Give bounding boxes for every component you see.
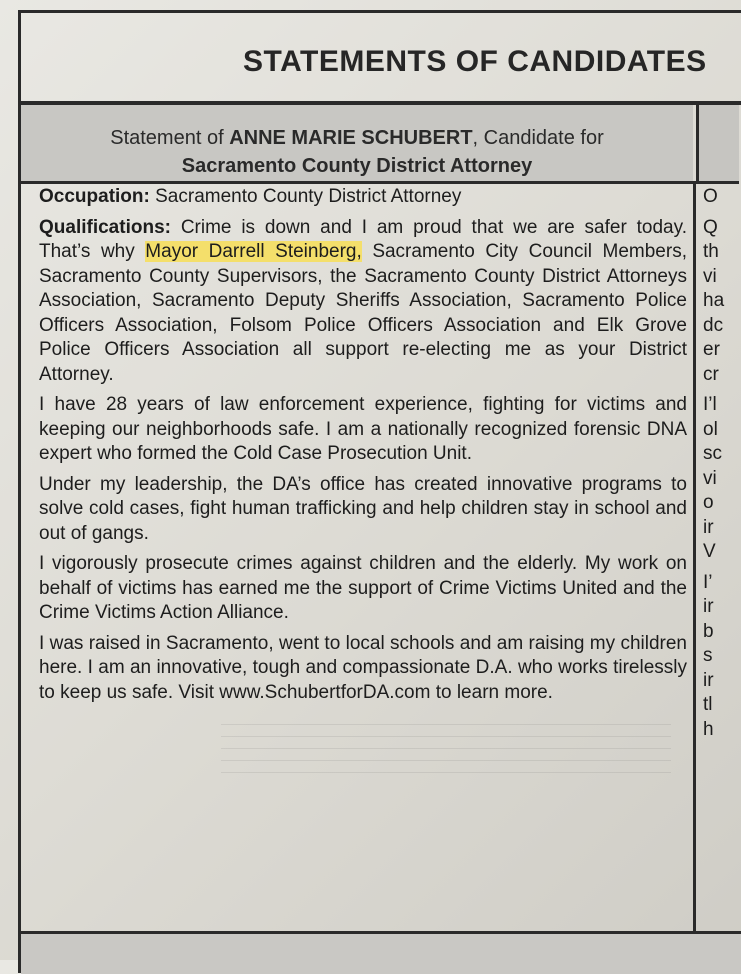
fragment: vi xyxy=(703,265,717,287)
fragment: O xyxy=(703,186,718,207)
next-section-band xyxy=(21,934,741,974)
qualifications-text-1: Crime is down and I am proud that we are safer today. That’s why xyxy=(39,216,687,262)
fragment: ha xyxy=(703,290,725,311)
candidate-header xyxy=(21,105,693,184)
fragment: ir xyxy=(703,669,714,691)
fragment: I’l xyxy=(703,394,717,415)
fragment: er xyxy=(703,339,720,360)
closing-paragraph: I was raised in Sacramento, went to local schools and am raising my children here. I am an innovative, tough and compassionate D.A. who works tirelessly to keep us safe. Visit www.SchubertforDA.com to learn more. xyxy=(39,632,687,703)
candidate-suffix: , Candidate for xyxy=(472,127,604,149)
bleed-through xyxy=(221,713,671,773)
qualifications-label: Qualifications: xyxy=(39,216,171,238)
prosecution-paragraph: I vigorously prosecute crimes against children and the elderly. My work on behalf of victims has earned me the support of Crime Victims United and the Crime Victims Action Alliance. xyxy=(39,553,687,623)
fragment: Q xyxy=(703,216,718,238)
candidate-line xyxy=(21,127,693,150)
fragment: h xyxy=(703,718,714,740)
fragment: ol xyxy=(703,418,718,440)
candidate-prefix: Statement of xyxy=(110,127,230,149)
fragment: cr xyxy=(703,363,719,385)
fragment: I’ xyxy=(703,571,713,593)
qualifications-text-2: Sacramento City Council Members, Sacramento County Supervisors, the Sacramento County District Attorneys Association, Sacramento Deputy Sheriffs Association, Sacramento Police Officers Association, Folsom Police Officers Association and Elk Grove Police Officers Association all support re-electing me as your District Attorney. xyxy=(39,241,687,385)
fragment: V xyxy=(703,541,716,562)
fragment: th xyxy=(703,241,719,262)
fragment: tl xyxy=(703,694,713,715)
fragment: sc xyxy=(703,443,722,464)
ballot-page xyxy=(18,10,741,973)
adjacent-header xyxy=(696,105,739,184)
candidate-office: Sacramento County District Attorney xyxy=(181,155,533,177)
candidate-name: ANNE MARIE SCHUBERT xyxy=(229,127,473,149)
occupation-label: Occupation: xyxy=(39,186,150,207)
experience-paragraph: I have 28 years of law enforcement experience, fighting for victims and keeping our neighborhoods safe. I am a nationally recognized forensic DNA expert who formed the Cold Case Prosecution Unit. xyxy=(39,394,687,464)
occupation-value: Sacramento County District Attorney xyxy=(149,186,462,207)
fragment: o xyxy=(703,492,714,513)
fragment: vi xyxy=(703,467,717,489)
qualifications-paragraph xyxy=(39,216,687,388)
column-divider xyxy=(693,181,696,941)
leadership-paragraph: Under my leadership, the DA’s office has created innovative programs to solve cold cases, fight human trafficking and help children stay in school and out of gangs. xyxy=(39,473,687,544)
fragment: s xyxy=(703,645,713,666)
adjacent-column-text xyxy=(703,185,733,742)
fragment: b xyxy=(703,620,714,642)
highlighted-endorser: Mayor Darrell Steinberg, xyxy=(145,241,362,262)
occupation-paragraph xyxy=(39,185,687,210)
fragment: ir xyxy=(703,596,714,617)
fragment: ir xyxy=(703,516,714,538)
fragment: dc xyxy=(703,314,724,336)
statement-body xyxy=(39,185,687,711)
page-title: STATEMENTS OF CANDIDATES xyxy=(243,45,707,78)
